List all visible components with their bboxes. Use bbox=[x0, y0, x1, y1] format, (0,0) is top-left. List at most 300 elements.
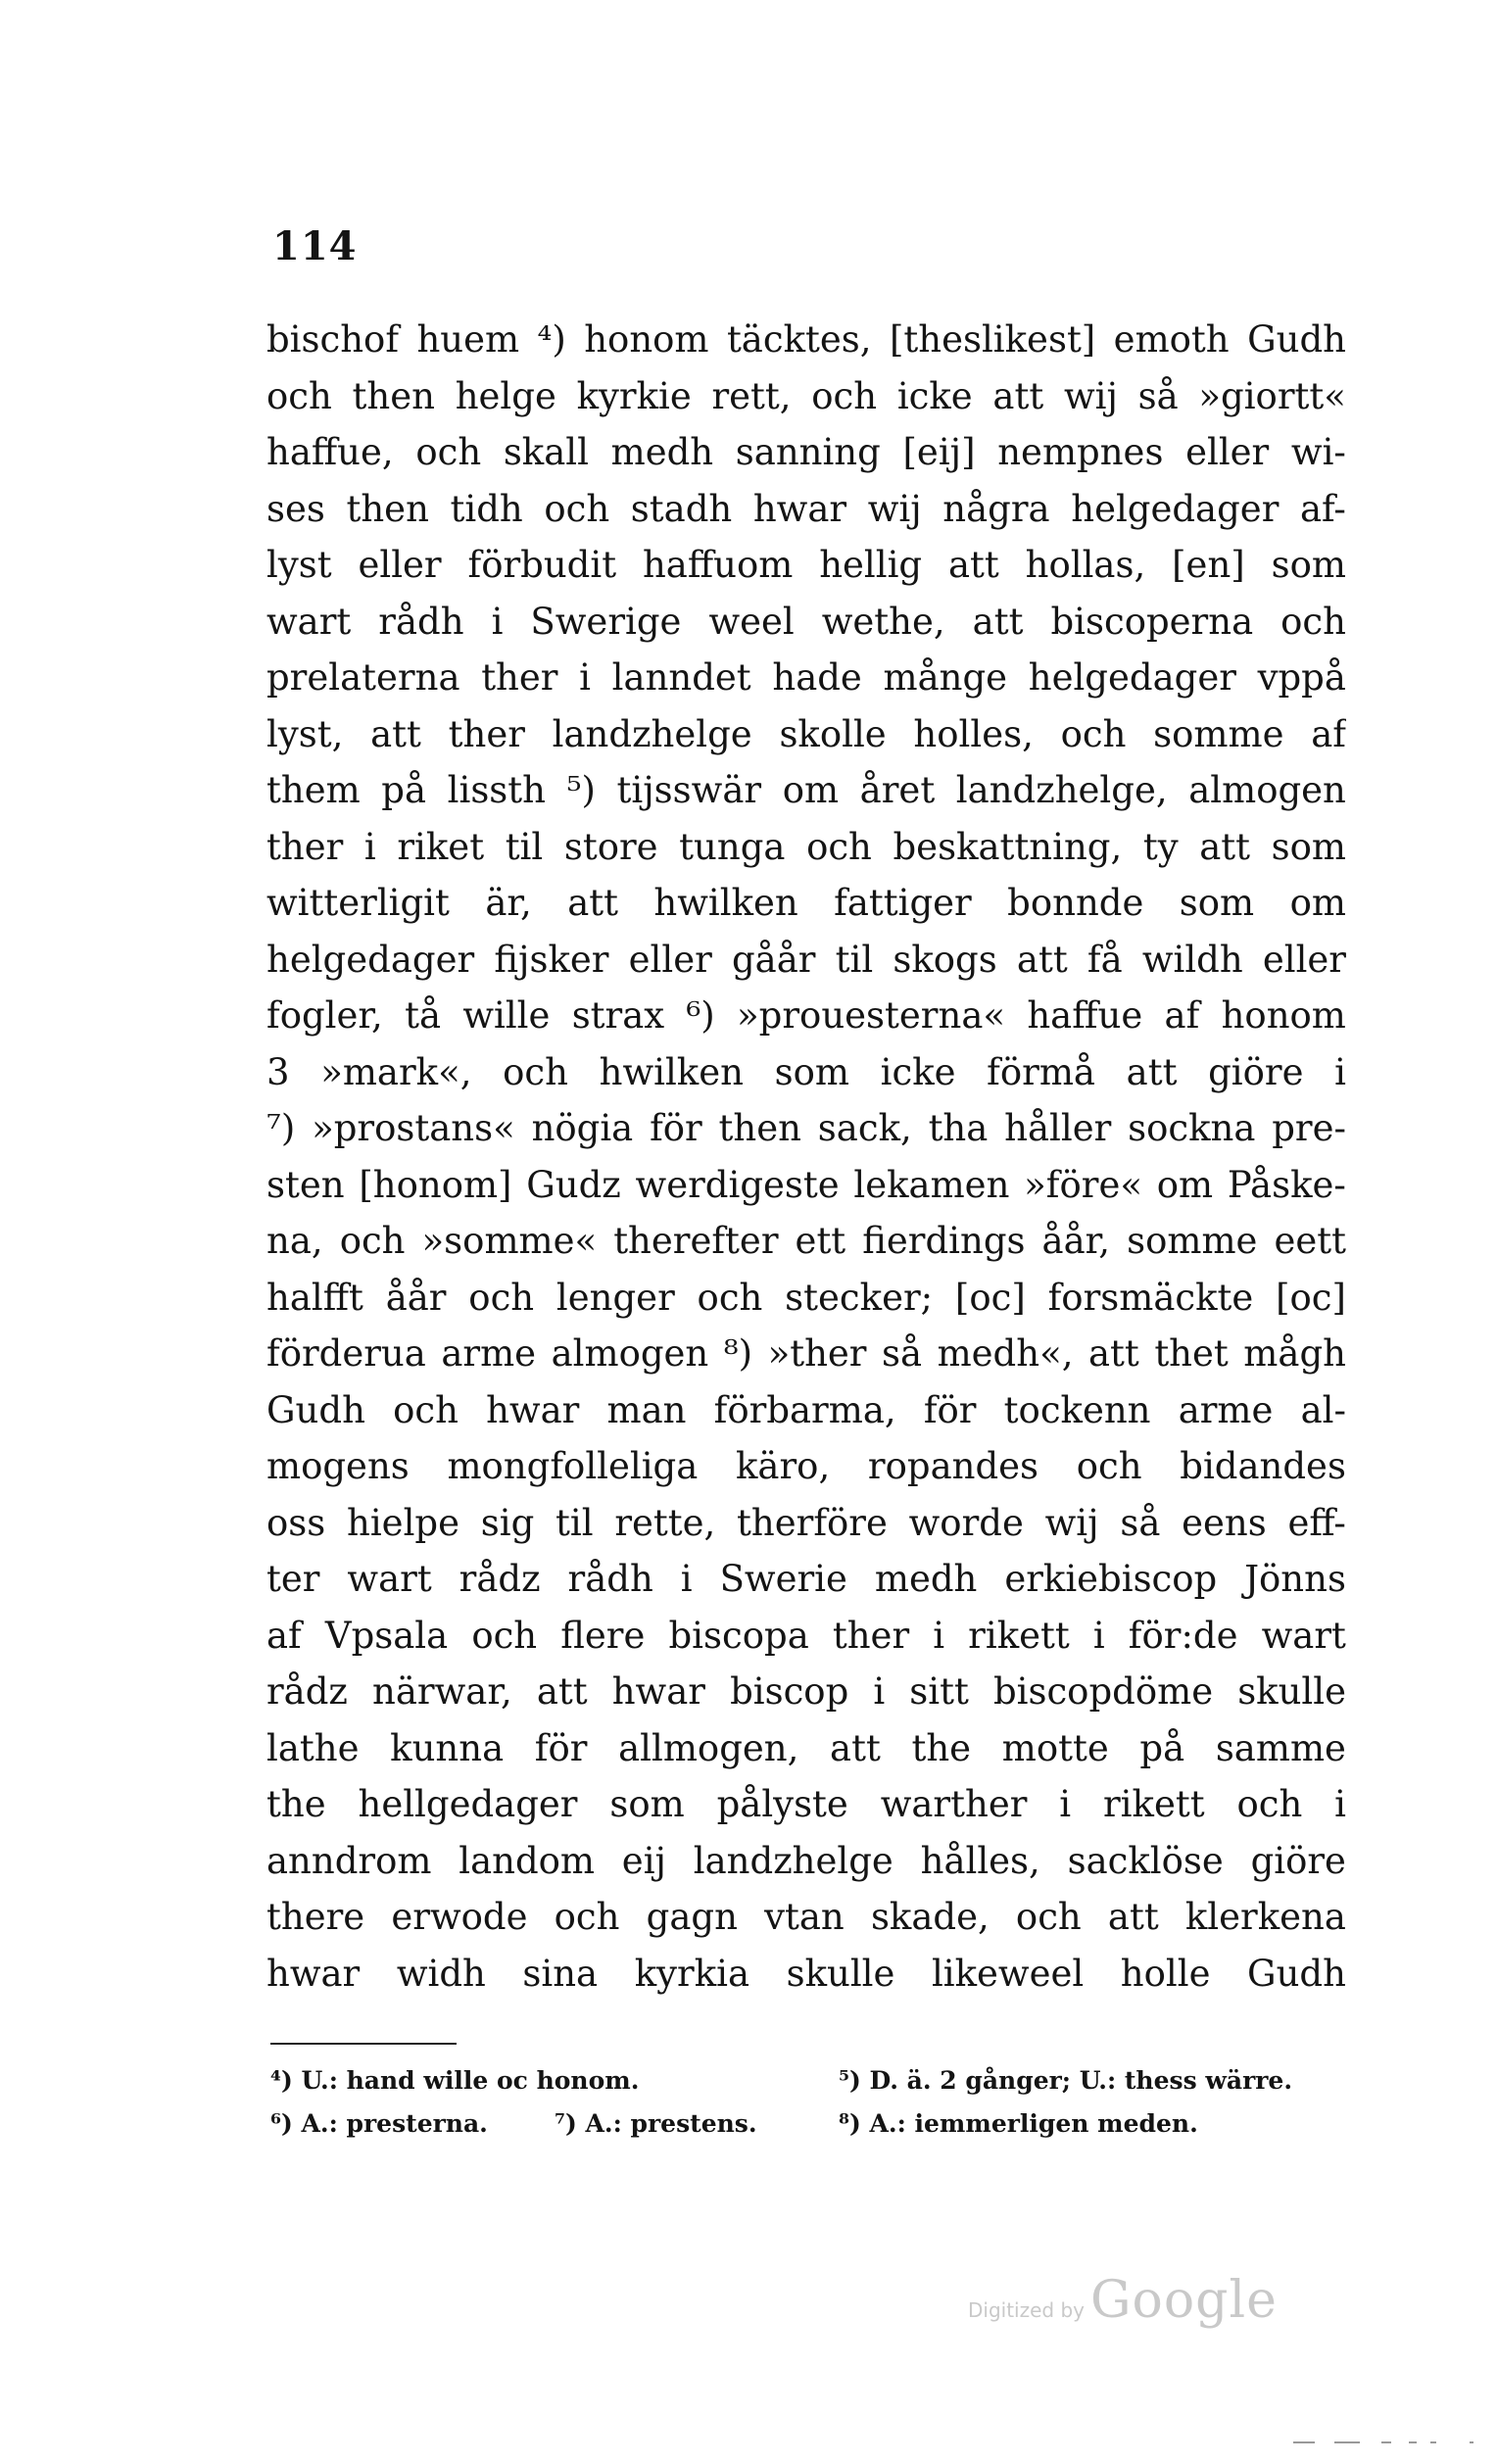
text-line bbox=[266, 1889, 1346, 1946]
footnote-rule bbox=[270, 2043, 457, 2045]
word: oss bbox=[266, 1501, 326, 1544]
word: skolle bbox=[779, 712, 887, 755]
word: på bbox=[1139, 1726, 1185, 1769]
word: icke bbox=[896, 374, 973, 417]
word: Gudh bbox=[1247, 318, 1346, 361]
word: i bbox=[579, 656, 591, 699]
word: för bbox=[650, 1107, 702, 1149]
word: holles, bbox=[913, 712, 1034, 755]
scan-marks bbox=[1274, 2438, 1489, 2447]
word: [honom] bbox=[359, 1163, 512, 1206]
text-line bbox=[266, 1382, 1346, 1439]
word: lyst bbox=[266, 544, 332, 586]
word: att bbox=[830, 1726, 881, 1769]
word: beskattning, bbox=[893, 825, 1123, 868]
word: the bbox=[266, 1783, 326, 1825]
text-line bbox=[266, 1326, 1346, 1382]
word: eff- bbox=[1287, 1501, 1346, 1544]
word: hellgedager bbox=[358, 1783, 578, 1825]
word: och bbox=[1015, 1896, 1082, 1938]
word: af bbox=[266, 1614, 302, 1657]
word: rikett bbox=[968, 1614, 1070, 1657]
word: stadh bbox=[630, 487, 733, 530]
word: rådz bbox=[266, 1670, 348, 1713]
word: skulle bbox=[786, 1952, 895, 1995]
word: af- bbox=[1300, 487, 1346, 530]
text-line bbox=[266, 1100, 1346, 1157]
word: witterligit bbox=[266, 882, 450, 924]
word: som bbox=[1271, 544, 1346, 586]
word: så bbox=[1137, 374, 1179, 417]
word: och bbox=[468, 1276, 535, 1319]
footnote: ⁷) A.: prestens. bbox=[555, 2109, 757, 2138]
word: som bbox=[1179, 882, 1255, 924]
word: lathe bbox=[266, 1726, 360, 1769]
word: att bbox=[567, 882, 618, 924]
text-line bbox=[266, 1776, 1346, 1833]
word: sina bbox=[522, 1952, 599, 1995]
word: täcktes, bbox=[726, 318, 872, 361]
word: sig bbox=[480, 1501, 535, 1544]
word: riket bbox=[397, 825, 485, 868]
word: stecker; bbox=[785, 1276, 934, 1319]
word: mogens bbox=[266, 1445, 410, 1487]
text-line bbox=[266, 932, 1346, 989]
word: honom bbox=[584, 318, 709, 361]
word: allmogen, bbox=[618, 1726, 799, 1769]
word: att bbox=[1107, 1896, 1159, 1938]
word: ses bbox=[266, 487, 325, 530]
word: Swerie bbox=[719, 1558, 847, 1600]
word: eett bbox=[1274, 1220, 1346, 1262]
word: landom bbox=[459, 1839, 596, 1882]
word: landzhelge bbox=[693, 1839, 893, 1882]
word: rett, bbox=[711, 374, 792, 417]
text-line bbox=[266, 1270, 1346, 1327]
word: til bbox=[555, 1501, 594, 1544]
word: åår bbox=[385, 1276, 447, 1319]
word: »prouesterna« bbox=[737, 994, 1006, 1037]
word: honom bbox=[1221, 994, 1346, 1037]
word: af bbox=[1164, 994, 1200, 1037]
text-line bbox=[266, 481, 1346, 538]
word: om bbox=[782, 769, 840, 811]
word: ⁸) bbox=[723, 1332, 753, 1375]
word: gåår bbox=[731, 938, 816, 981]
word: anndrom bbox=[266, 1839, 432, 1882]
word: kyrkia bbox=[634, 1952, 750, 1995]
word: weel bbox=[708, 600, 795, 643]
word: sack, bbox=[817, 1107, 912, 1149]
word: landzhelge bbox=[552, 712, 752, 755]
word: nögia bbox=[531, 1107, 634, 1149]
word: bischof bbox=[266, 318, 400, 361]
word: biscop bbox=[730, 1670, 849, 1713]
word: »giortt« bbox=[1198, 374, 1346, 417]
word: ropandes bbox=[867, 1445, 1039, 1487]
word: eens bbox=[1182, 1501, 1267, 1544]
word: forsmäckte bbox=[1047, 1276, 1254, 1319]
word: ther bbox=[266, 825, 344, 868]
word: hwilken bbox=[653, 882, 798, 924]
word: helgedager bbox=[1071, 487, 1280, 530]
word: holle bbox=[1120, 1952, 1211, 1995]
word: tha bbox=[928, 1107, 989, 1149]
word: Swerige bbox=[530, 600, 682, 643]
word: til bbox=[835, 938, 874, 981]
word: nempnes bbox=[997, 431, 1164, 473]
text-line bbox=[266, 1438, 1346, 1495]
word: huem bbox=[416, 318, 520, 361]
word: somme bbox=[1153, 712, 1284, 755]
word: som bbox=[774, 1050, 849, 1093]
word: arme bbox=[1178, 1388, 1274, 1431]
word: att bbox=[972, 600, 1024, 643]
word: thet bbox=[1154, 1332, 1229, 1375]
word: strax bbox=[571, 994, 665, 1037]
word: [theslikest] bbox=[889, 318, 1096, 361]
text-line bbox=[266, 762, 1346, 819]
word: then bbox=[352, 374, 435, 417]
word: åår, bbox=[1041, 1220, 1111, 1262]
footnote: ⁶) A.: presterna. bbox=[270, 2109, 488, 2138]
text-line bbox=[266, 706, 1346, 763]
word: hielpe bbox=[347, 1501, 459, 1544]
word: och bbox=[339, 1220, 406, 1262]
text-line bbox=[266, 988, 1346, 1044]
word: pre- bbox=[1272, 1107, 1346, 1149]
word: pålyste bbox=[716, 1783, 848, 1825]
word: »prostans« bbox=[312, 1107, 515, 1149]
text-line bbox=[266, 1608, 1346, 1665]
word: gagn bbox=[646, 1896, 738, 1938]
word: ⁶) bbox=[686, 994, 715, 1037]
text-line bbox=[266, 1946, 1346, 2003]
word: the bbox=[911, 1726, 972, 1769]
text-line bbox=[266, 1720, 1346, 1777]
word: i bbox=[1059, 1783, 1072, 1825]
word: sockna bbox=[1128, 1107, 1256, 1149]
word: kunna bbox=[390, 1726, 505, 1769]
word: ther bbox=[481, 656, 558, 699]
word: att bbox=[1199, 825, 1251, 868]
word: haffuom bbox=[642, 544, 794, 586]
word: att bbox=[1126, 1050, 1178, 1093]
word: och bbox=[811, 374, 878, 417]
word: al- bbox=[1300, 1388, 1346, 1431]
word: vppå bbox=[1257, 656, 1346, 699]
word: rikett bbox=[1103, 1783, 1205, 1825]
word: förbarma, bbox=[713, 1388, 896, 1431]
text-line bbox=[266, 1833, 1346, 1890]
word: Påske- bbox=[1227, 1163, 1346, 1206]
text-line bbox=[266, 650, 1346, 706]
word: »mark«, bbox=[320, 1050, 472, 1093]
word: att bbox=[536, 1670, 588, 1713]
word: hwar bbox=[611, 1670, 705, 1713]
word: prelaterna bbox=[266, 656, 460, 699]
text-line bbox=[266, 424, 1346, 481]
word: somme bbox=[1127, 1220, 1258, 1262]
word: af bbox=[1311, 712, 1346, 755]
word: lekamen bbox=[853, 1163, 1010, 1206]
word: »ther bbox=[767, 1332, 867, 1375]
watermark-prefix: Digitized by bbox=[968, 2298, 1085, 2322]
word: i bbox=[491, 600, 504, 643]
text-line bbox=[266, 1495, 1346, 1552]
word: i bbox=[1334, 1050, 1346, 1093]
word: och bbox=[471, 1614, 538, 1657]
word: håller bbox=[1004, 1107, 1112, 1149]
word: käro, bbox=[736, 1445, 831, 1487]
word: i bbox=[1334, 1783, 1346, 1825]
footnote: ⁴) U.: hand wille oc honom. bbox=[270, 2066, 640, 2095]
word: några bbox=[942, 487, 1050, 530]
word: bonnde bbox=[1007, 882, 1144, 924]
word: som bbox=[609, 1783, 685, 1825]
word: Jönns bbox=[1244, 1558, 1346, 1600]
word: skade, bbox=[870, 1896, 990, 1938]
word: få bbox=[1087, 938, 1123, 981]
word: och bbox=[393, 1388, 459, 1431]
word: klerkena bbox=[1184, 1896, 1346, 1938]
word: flere bbox=[560, 1614, 646, 1657]
word: hålles, bbox=[920, 1839, 1040, 1882]
word: skulle bbox=[1237, 1670, 1346, 1713]
text-line bbox=[266, 537, 1346, 594]
word: wille bbox=[462, 994, 551, 1037]
word: i bbox=[873, 1670, 886, 1713]
word: lyst, bbox=[266, 712, 344, 755]
word: eller bbox=[628, 938, 712, 981]
word: förmå bbox=[987, 1050, 1095, 1093]
word: wethe, bbox=[821, 600, 945, 643]
word: warther bbox=[880, 1783, 1028, 1825]
word: om bbox=[1289, 882, 1346, 924]
word: ty bbox=[1142, 825, 1179, 868]
word: hwar bbox=[486, 1388, 580, 1431]
word: Gudh bbox=[266, 1388, 365, 1431]
word: erkiebiscop bbox=[1004, 1558, 1218, 1600]
word: för:de bbox=[1128, 1614, 1238, 1657]
word: sanning bbox=[735, 431, 881, 473]
word: i bbox=[1092, 1614, 1105, 1657]
word: wi- bbox=[1290, 431, 1346, 473]
text-line bbox=[266, 1044, 1346, 1101]
text-line bbox=[266, 368, 1346, 425]
word: helgedager bbox=[1028, 656, 1236, 699]
word: fattiger bbox=[834, 882, 972, 924]
word: så bbox=[1120, 1501, 1161, 1544]
word: lissth bbox=[447, 769, 546, 811]
word: hade bbox=[772, 656, 862, 699]
word: om bbox=[1156, 1163, 1214, 1206]
word: erwode bbox=[391, 1896, 528, 1938]
word: fierdings bbox=[862, 1220, 1026, 1262]
word: för bbox=[534, 1726, 588, 1769]
word: sacklöse bbox=[1067, 1839, 1224, 1882]
word: [oc] bbox=[954, 1276, 1026, 1319]
word: eij bbox=[621, 1839, 666, 1882]
word: sitt bbox=[909, 1670, 969, 1713]
word: ⁴) bbox=[537, 318, 566, 361]
word: och bbox=[554, 1896, 620, 1938]
word: samme bbox=[1215, 1726, 1346, 1769]
word: [eij] bbox=[902, 431, 976, 473]
word: biscopdöme bbox=[992, 1670, 1214, 1713]
word: tidh bbox=[450, 487, 523, 530]
word: 3 bbox=[266, 1050, 290, 1093]
word: wart bbox=[266, 600, 352, 643]
word: lenger bbox=[555, 1276, 675, 1319]
word: lanndet bbox=[611, 656, 751, 699]
footnote: ⁸) A.: iemmerligen meden. bbox=[839, 2109, 1198, 2138]
word: store bbox=[563, 825, 658, 868]
word: therefter bbox=[613, 1220, 779, 1262]
word: eller bbox=[1262, 938, 1346, 981]
body-text bbox=[266, 312, 1346, 2002]
word: biscoperna bbox=[1050, 600, 1254, 643]
word: förbudit bbox=[467, 544, 617, 586]
word: att bbox=[370, 712, 421, 755]
word: att bbox=[1088, 1332, 1139, 1375]
word: wij bbox=[1063, 374, 1118, 417]
word: hwar bbox=[752, 487, 847, 530]
word: skogs bbox=[893, 938, 997, 981]
word: helgedager bbox=[266, 938, 475, 981]
word: til bbox=[505, 825, 544, 868]
word: tijsswär bbox=[616, 769, 762, 811]
word: arme bbox=[441, 1332, 537, 1375]
word: therföre bbox=[737, 1501, 888, 1544]
word: hwilken bbox=[599, 1050, 744, 1093]
footnotes bbox=[270, 2059, 1352, 2146]
word: widh bbox=[396, 1952, 486, 1995]
word: werdigeste bbox=[635, 1163, 840, 1206]
word: medh bbox=[874, 1558, 978, 1600]
word: almogen bbox=[1188, 769, 1346, 811]
word: och bbox=[806, 825, 872, 868]
word: giöre bbox=[1250, 1839, 1346, 1882]
word: året bbox=[859, 769, 936, 811]
word: och bbox=[266, 374, 332, 417]
word: »före« bbox=[1024, 1163, 1142, 1206]
word: Gudz bbox=[526, 1163, 621, 1206]
word: then bbox=[346, 487, 429, 530]
word: ter bbox=[266, 1558, 320, 1600]
word: worde bbox=[908, 1501, 1024, 1544]
word: giöre bbox=[1208, 1050, 1304, 1093]
text-line bbox=[266, 1551, 1346, 1608]
word: emoth bbox=[1113, 318, 1230, 361]
word: likeweel bbox=[931, 1952, 1085, 1995]
word: tunga bbox=[679, 825, 786, 868]
footnote-row bbox=[270, 2102, 1352, 2146]
word: rette, bbox=[614, 1501, 716, 1544]
word: haffue, bbox=[266, 431, 394, 473]
word: landzhelge, bbox=[955, 769, 1168, 811]
word: then bbox=[718, 1107, 801, 1149]
word: ther bbox=[448, 712, 525, 755]
word: wart bbox=[347, 1558, 432, 1600]
word: wij bbox=[867, 487, 922, 530]
text-line bbox=[266, 1664, 1346, 1720]
word: är, bbox=[485, 882, 532, 924]
word: i bbox=[680, 1558, 693, 1600]
word: mongfolleliga bbox=[447, 1445, 699, 1487]
google-logo: Google bbox=[1090, 2271, 1278, 2330]
word: att bbox=[992, 374, 1044, 417]
word: bidandes bbox=[1180, 1445, 1346, 1487]
digitized-watermark bbox=[968, 2271, 1278, 2330]
word: na, bbox=[266, 1220, 323, 1262]
word: närwar, bbox=[372, 1670, 512, 1713]
word: helge bbox=[455, 374, 556, 417]
word: att bbox=[947, 544, 999, 586]
word: vtan bbox=[764, 1896, 845, 1938]
text-line bbox=[266, 1213, 1346, 1270]
word: halfft bbox=[266, 1276, 363, 1319]
word: och bbox=[1236, 1783, 1303, 1825]
word: ⁵) bbox=[566, 769, 596, 811]
word: wildh bbox=[1141, 938, 1243, 981]
word: fogler, bbox=[266, 994, 383, 1037]
word: almogen bbox=[551, 1332, 709, 1375]
word: att bbox=[1016, 938, 1068, 981]
word: på bbox=[381, 769, 427, 811]
word: rådh bbox=[378, 600, 464, 643]
word: och bbox=[1060, 712, 1127, 755]
word: motte bbox=[1001, 1726, 1109, 1769]
word: för bbox=[923, 1388, 977, 1431]
text-line bbox=[266, 312, 1346, 368]
text-line bbox=[266, 875, 1346, 932]
word: Gudh bbox=[1247, 1952, 1346, 1995]
word: there bbox=[266, 1896, 365, 1938]
word: förderua bbox=[266, 1332, 426, 1375]
word: rådz bbox=[459, 1558, 541, 1600]
word: och bbox=[503, 1050, 568, 1093]
word: hwar bbox=[266, 1952, 361, 1995]
word: och bbox=[697, 1276, 763, 1319]
word: eller bbox=[1185, 431, 1270, 473]
word: ⁷) bbox=[266, 1107, 296, 1149]
word: hellig bbox=[819, 544, 923, 586]
word: man bbox=[606, 1388, 687, 1431]
word: tå bbox=[405, 994, 442, 1037]
word: mågh bbox=[1243, 1332, 1346, 1375]
word: som bbox=[1271, 825, 1346, 868]
word: wart bbox=[1261, 1614, 1346, 1657]
word: them bbox=[266, 769, 361, 811]
word: rådh bbox=[567, 1558, 653, 1600]
word: biscopa bbox=[668, 1614, 809, 1657]
text-line bbox=[266, 594, 1346, 651]
word: eller bbox=[358, 544, 442, 586]
word: ett bbox=[795, 1220, 846, 1262]
word: och bbox=[1076, 1445, 1142, 1487]
word: medh bbox=[610, 431, 714, 473]
word: så bbox=[882, 1332, 923, 1375]
word: »somme« bbox=[421, 1220, 598, 1262]
word: medh«, bbox=[937, 1332, 1074, 1375]
text-line bbox=[266, 1157, 1346, 1214]
text-line bbox=[266, 819, 1346, 876]
footnote: ⁵) D. ä. 2 gånger; U.: thess wärre. bbox=[839, 2066, 1293, 2095]
footnote-row bbox=[270, 2059, 1352, 2102]
word: och bbox=[1280, 600, 1346, 643]
word: [en] bbox=[1172, 544, 1245, 586]
